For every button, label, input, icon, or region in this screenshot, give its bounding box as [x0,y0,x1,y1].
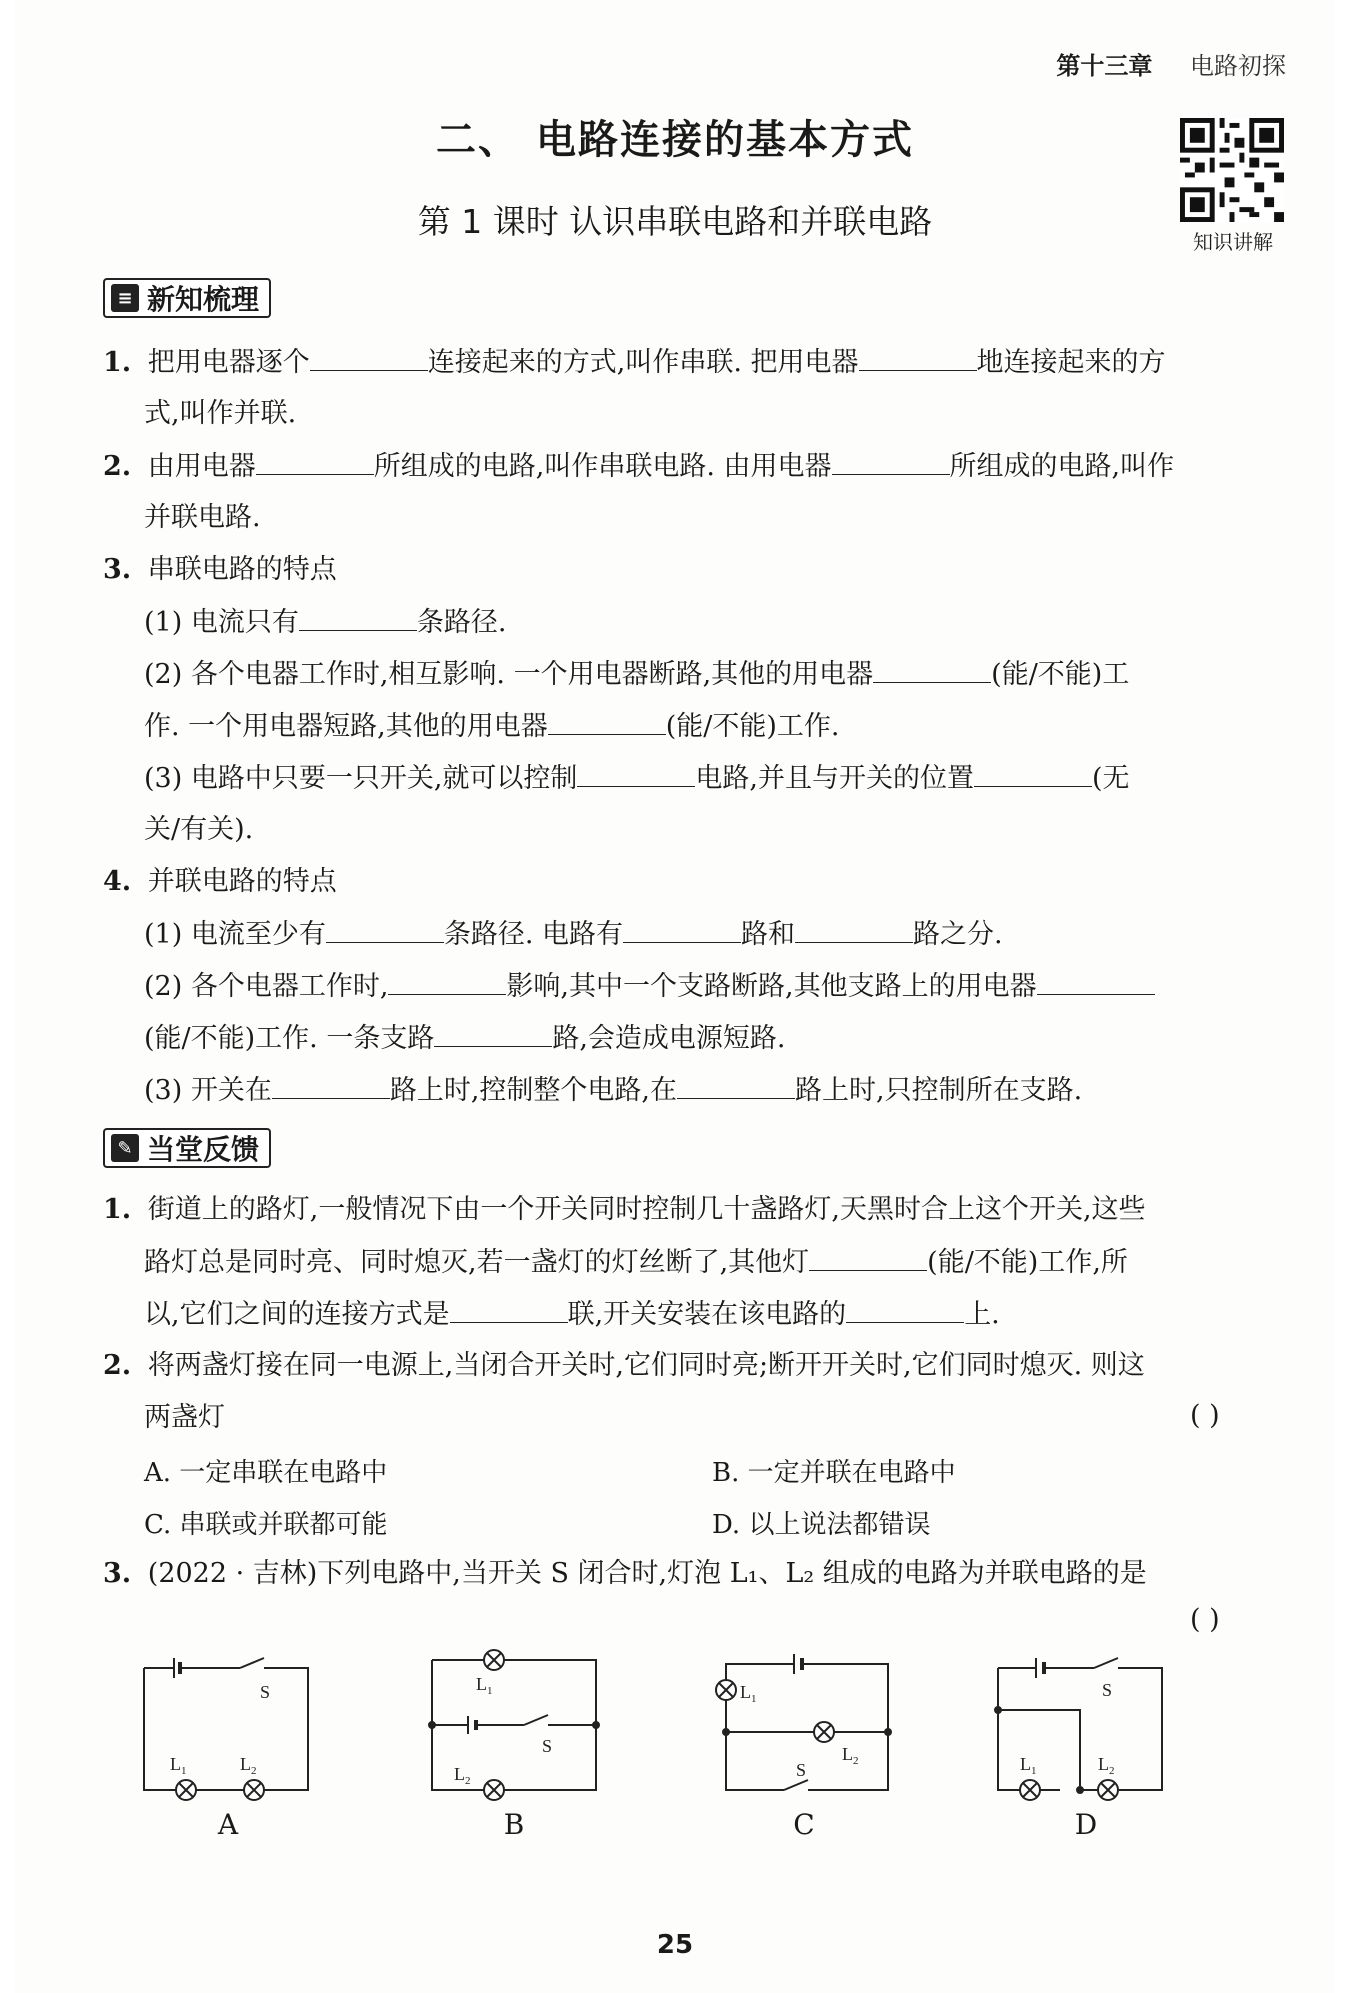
question-number: 2. [103,451,132,482]
answer-blank[interactable] [299,604,417,631]
question-line [103,344,1166,381]
lamp-label: L [740,1682,751,1702]
answer-blank[interactable] [846,1296,964,1323]
question-line [144,1296,1000,1333]
question-text: 上. [964,1299,1000,1330]
pencil-icon: ✎ [111,1134,139,1162]
question-line [144,1020,786,1057]
question-line [103,1348,1145,1384]
question-text: 条路径. [416,607,507,638]
question-text: 把用电器逐个 [147,347,310,378]
chapter-label: 第十三章 [1056,52,1153,80]
circuit-diagram-d[interactable] [990,1640,1170,1810]
answer-blank[interactable] [388,968,506,995]
answer-blank[interactable] [809,1244,927,1271]
answer-blank[interactable] [434,1020,552,1047]
question-text: 以,它们之间的连接方式是 [144,1299,450,1330]
answer-blank[interactable] [623,916,741,943]
lamp-label: L [1098,1754,1109,1774]
svg-text:1: 1 [181,1765,187,1777]
question-number: 2. [103,1350,132,1381]
question-line: 关/有关). [144,814,254,845]
circuit-label-a: A [217,1808,239,1841]
question-text: 所组成的电路,叫作串联电路. 由用电器 [373,451,832,482]
svg-text:1: 1 [1031,1765,1037,1777]
question-text: 街道上的路灯,一般情况下由一个开关同时控制几十盏路灯,天黑时合上这个开关,这些 [147,1194,1146,1225]
lamp-label: L [170,1754,181,1774]
question-line: 式,叫作并联. [144,398,297,429]
answer-blank[interactable] [548,708,666,735]
question-line: 并联电路. [144,502,261,533]
question-text: 联,开关安装在该电路的 [567,1299,847,1330]
question-text: (1) 电流至少有 [144,919,326,950]
question-line [144,968,1155,1005]
svg-text:2: 2 [853,1755,859,1767]
question-line [103,552,337,588]
question-text: (能/不能)工作. 一条支路 [144,1023,435,1054]
question-text: (2) 各个电器工作时,相互影响. 一个用电器断路,其他的用电器 [144,659,874,690]
circuit-label-c: C [793,1808,815,1841]
lamp-label: L [1020,1754,1031,1774]
question-line [103,1192,1146,1228]
book-icon: ≡ [111,284,139,312]
lesson-subtitle: 第 1 课时 认识串联电路和并联电路 [417,202,933,241]
switch-label: S [1102,1680,1113,1700]
answer-blank[interactable] [256,448,374,475]
question-text: 地连接起来的方 [976,347,1166,378]
section-label: 电路初探 [1190,52,1286,80]
question-text: 路,会造成电源短路. [552,1023,786,1054]
question-text: 路上时,控制整个电路,在 [389,1075,677,1106]
question-text: 作. 一个用电器短路,其他的用电器 [144,711,548,742]
running-header [1056,46,1286,81]
answer-blank[interactable] [326,916,444,943]
answer-blank[interactable] [272,1072,390,1099]
answer-blank[interactable] [832,448,950,475]
question-text: 路上时,只控制所在支路. [795,1075,1083,1106]
question-text: (2022 · 吉林)下列电路中,当开关 S 闭合时,灯泡 L₁、L₂ 组成的电路为并联电路的是 [147,1558,1147,1589]
question-text: (2) 各个电器工作时, [144,971,389,1002]
question-text: (能/不能)工作,所 [927,1247,1128,1278]
question-line: 两盏灯 [144,1402,225,1433]
question-text: 所组成的电路,叫作 [949,451,1175,482]
qr-code-icon[interactable] [1180,118,1284,222]
question-line [144,760,1130,797]
question-number: 3. [103,1558,132,1589]
circuit-diagram-a[interactable] [136,1640,316,1810]
answer-blank[interactable] [450,1296,568,1323]
question-number: 1. [103,1194,132,1225]
qr-caption: 知识讲解 [1193,230,1273,254]
svg-text:2: 2 [251,1765,257,1777]
option-c[interactable]: C. 串联或并联都可能 [144,1510,388,1540]
question-text: 连接起来的方式,叫作串联. 把用电器 [427,347,859,378]
question-line [144,916,1003,953]
answer-blank[interactable] [677,1072,795,1099]
svg-text:1: 1 [751,1693,757,1705]
lamp-label: L [476,1674,487,1694]
question-number: 1. [103,347,132,378]
option-b[interactable]: B. 一定并联在电路中 [712,1458,956,1488]
question-line [144,604,506,641]
question-text: (能/不能)工 [991,659,1130,690]
circuit-label-b: B [503,1808,525,1841]
question-text: 串联电路的特点 [147,554,337,585]
circuit-label-d: D [1074,1808,1098,1841]
lamp-label: L [842,1744,853,1764]
section-heading-new-knowledge [103,278,271,318]
answer-blank[interactable] [795,916,913,943]
switch-label: S [260,1682,271,1702]
option-d[interactable]: D. 以上说法都错误 [712,1510,931,1540]
section-heading-label: 当堂反馈 [147,1133,260,1166]
question-text: 由用电器 [147,451,256,482]
question-text: (3) 开关在 [144,1075,272,1106]
circuit-diagram-b[interactable] [424,1640,604,1810]
question-number: 3. [103,554,132,585]
lamp-label: L [454,1764,465,1784]
answer-blank[interactable] [1037,968,1155,995]
circuit-diagram-c[interactable] [706,1640,896,1810]
question-text: 路灯总是同时亮、同时熄灭,若一盏灯的灯丝断了,其他灯 [144,1247,810,1278]
question-line [103,448,1174,485]
question-text: 影响,其中一个支路断路,其他支路上的用电器 [506,971,1037,1002]
question-line [144,1244,1128,1281]
svg-text:2: 2 [465,1775,471,1787]
page-number: 25 [656,1930,694,1960]
svg-text:1: 1 [487,1685,493,1697]
question-line [144,1072,1082,1109]
question-text: 路和 [741,919,795,950]
answer-parentheses[interactable]: ( ) [1190,1400,1220,1431]
question-number: 4. [103,866,132,897]
switch-label: S [796,1760,807,1780]
switch-label: S [542,1736,553,1756]
question-text: (能/不能)工作. [665,711,840,742]
question-text: 路之分. [913,919,1003,950]
question-text: (无 [1092,763,1130,794]
question-text: 电路,并且与开关的位置 [695,763,975,794]
question-text: 条路径. 电路有 [443,919,623,950]
question-line [144,656,1129,693]
answer-blank[interactable] [974,760,1092,787]
answer-parentheses[interactable]: ( ) [1190,1604,1220,1635]
page-title: 二、 电路连接的基本方式 [436,116,914,163]
answer-blank[interactable] [859,344,977,371]
answer-blank[interactable] [873,656,991,683]
question-text: 并联电路的特点 [147,866,337,897]
option-a[interactable]: A. 一定串联在电路中 [144,1458,388,1488]
question-text: 将两盏灯接在同一电源上,当闭合开关时,它们同时亮;断开开关时,它们同时熄灭. 则这 [147,1350,1145,1381]
question-line [103,1556,1147,1592]
question-text: (1) 电流只有 [144,607,299,638]
section-heading-feedback [103,1128,271,1168]
question-text: (3) 电路中只要一只开关,就可以控制 [144,763,578,794]
answer-blank[interactable] [577,760,695,787]
question-line [144,708,840,745]
section-heading-label: 新知梳理 [147,283,260,316]
question-line [103,864,337,900]
answer-blank[interactable] [310,344,428,371]
svg-text:2: 2 [1109,1765,1115,1777]
lamp-label: L [240,1754,251,1774]
